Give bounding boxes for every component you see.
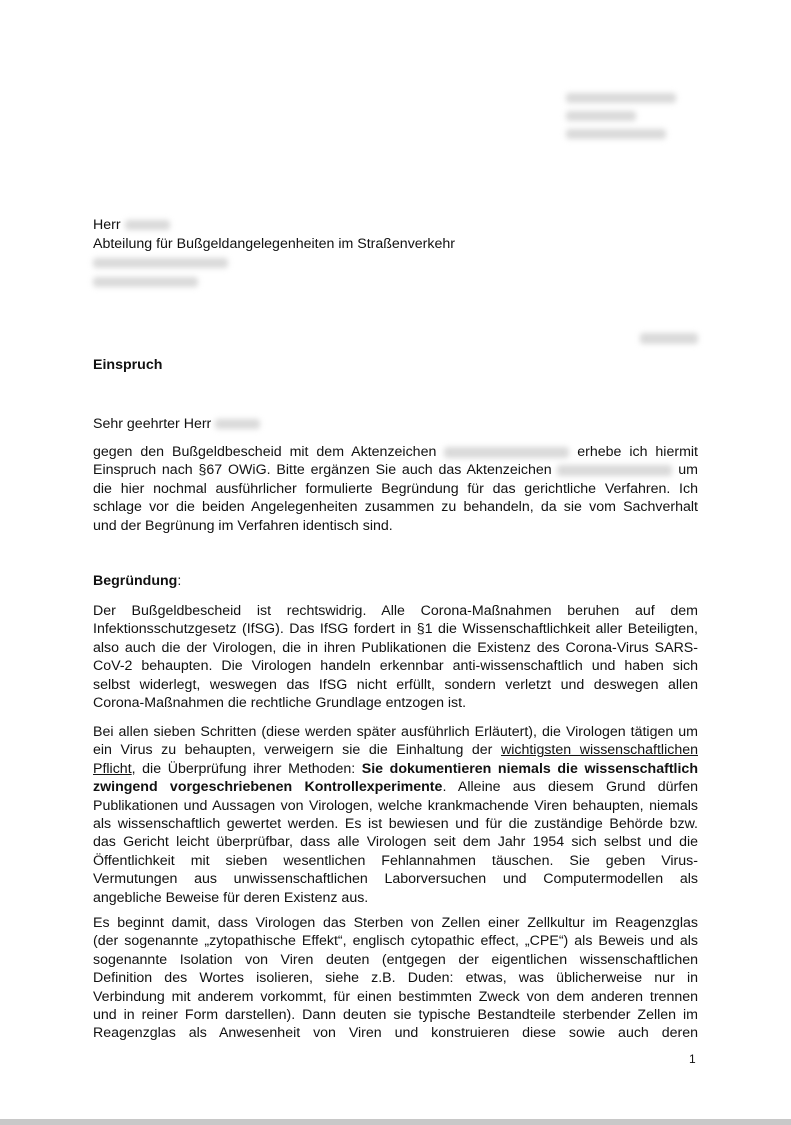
text-line bbox=[93, 741, 698, 759]
subject-heading: Einspruch bbox=[93, 357, 163, 373]
page-bottom-edge bbox=[0, 1119, 791, 1125]
recipient-block bbox=[93, 216, 455, 292]
text-line bbox=[93, 694, 698, 712]
recipient-street-redacted bbox=[93, 258, 228, 268]
sender-line-redacted bbox=[566, 111, 636, 121]
recipient-department: Abteilung für Bußgeldangelegenheiten im Straßenverkehr bbox=[93, 236, 456, 252]
text-line bbox=[93, 676, 698, 694]
text-segment: Bei allen sieben Schritten (diese werden später ausführlich Erläutert), die Virologen tätigen um bbox=[93, 724, 698, 740]
text-line bbox=[93, 951, 698, 969]
text-segment: selbst widerlegt, weswegen das IfSG nicht erfüllt, sondern verletzt und deswegen allen bbox=[93, 676, 698, 693]
text-line bbox=[93, 639, 698, 657]
reason-heading-colon: : bbox=[177, 573, 182, 589]
paragraph-cpe bbox=[93, 914, 698, 1043]
text-line bbox=[93, 815, 698, 833]
text-line bbox=[93, 1006, 698, 1024]
text-segment: Reagenzglas als Anwesenheit von Viren und konstruieren diese sowie auch deren bbox=[93, 1025, 698, 1042]
text-line bbox=[93, 517, 698, 535]
text-line bbox=[93, 889, 698, 907]
text-segment: die hier nochmal ausführlicher formulierte Begründung für das gerichtliche Verfahren. Ich bbox=[93, 480, 698, 497]
text-segment: Verbindung mit anderem vorkommt, für einen bestimmten Zweck von dem anderen trennen bbox=[93, 988, 698, 1005]
text-line bbox=[93, 602, 698, 620]
text-segment: angebliche Beweise für deren Existenz aus. bbox=[93, 889, 369, 906]
text-segment: erhebe ich hiermit bbox=[569, 444, 698, 460]
text-line bbox=[93, 760, 698, 778]
text-segment: Einspruch nach §67 OWiG. Bitte ergänzen Sie auch das Aktenzeichen bbox=[93, 462, 558, 479]
text-segment: Definition des Wortes isolieren, siehe z.B. Duden: etwas, was üblicherweise nur in bbox=[93, 970, 698, 987]
text-segment: Es beginnt damit, dass Virologen das Sterben von Zellen einer Zellkultur im Reagenzglas bbox=[93, 915, 698, 931]
bold-text: zwingend vorgeschriebenen Kontrollexperimente bbox=[93, 779, 443, 796]
text-segment: und in reiner Form darstellen). Dann deuten sie typische Bestandteile sterbender Zellen im bbox=[93, 1006, 698, 1023]
bold-text: Sie dokumentieren niemals die wissenschaftlich bbox=[361, 760, 698, 777]
text-segment: Publikationen und Aussagen von Virologen, welche krankmachende Viren behaupten, niemals bbox=[93, 797, 698, 814]
text-line bbox=[93, 833, 698, 851]
page-number: 1 bbox=[689, 1052, 696, 1066]
text-segment: (der sogenannte „zytopathische Effekt“, englisch cytopathic effect, „CPE“) als Beweis und als bbox=[93, 933, 698, 950]
text-line bbox=[93, 969, 698, 987]
text-segment: , die Überprüfung ihrer Methoden: bbox=[131, 760, 362, 777]
text-line bbox=[93, 498, 698, 516]
greeting bbox=[93, 416, 260, 432]
text-line bbox=[93, 443, 698, 461]
text-line bbox=[93, 988, 698, 1006]
text-line bbox=[93, 797, 698, 815]
underlined-text: wichtigsten wissenschaftlichen bbox=[500, 742, 698, 759]
text-segment: gegen den Bußgeldbescheid mit dem Aktenzeichen bbox=[93, 444, 445, 460]
text-segment: Vermutungen aus unwissenschaftlichen Laborversuchen und Computermodellen als bbox=[93, 871, 698, 888]
text-segment: um bbox=[672, 462, 698, 479]
text-line bbox=[93, 932, 698, 950]
paragraph-objection bbox=[93, 443, 698, 535]
text-segment: Corona-Maßnahmen die rechtliche Grundlage entzogen ist. bbox=[93, 694, 467, 711]
text-line bbox=[93, 778, 698, 796]
sender-line-redacted bbox=[566, 93, 676, 103]
sender-address-redacted bbox=[560, 85, 695, 160]
text-segment: schlage vor die beiden Angelegenheiten zusammen zu behandeln, da sie vom Sachverhalt bbox=[93, 499, 698, 516]
paragraph-seven-steps bbox=[93, 723, 698, 907]
paragraph-illegality bbox=[93, 602, 698, 712]
underlined-text: Pflicht bbox=[93, 760, 132, 777]
text-segment: und der Begrünung im Verfahren identisch sind. bbox=[93, 517, 393, 534]
date-redacted bbox=[640, 333, 698, 344]
text-line bbox=[93, 723, 698, 741]
text-line bbox=[93, 461, 698, 479]
recipient-city-redacted bbox=[93, 277, 198, 287]
text-line bbox=[93, 620, 698, 638]
text-line bbox=[93, 852, 698, 870]
case-number-redacted bbox=[557, 465, 672, 476]
greeting-name-redacted bbox=[215, 419, 260, 429]
text-line bbox=[93, 657, 698, 675]
text-segment: sogenannte Isolation von Viren deuten (entgegen der eigentlichen wissenschaftlichen bbox=[93, 951, 698, 968]
text-segment: . Alleine aus diesem Grund dürfen bbox=[442, 779, 699, 796]
text-line bbox=[93, 870, 698, 888]
text-segment: Der Bußgeldbescheid ist rechtswidrig. Alle Corona-Maßnahmen beruhen auf dem bbox=[93, 603, 698, 619]
text-line bbox=[93, 914, 698, 932]
text-segment: CoV-2 behaupten. Die Virologen handeln erkennbar anti-wissenschaftlich und haben sich bbox=[93, 658, 698, 675]
text-segment: als wissenschaftlich gewertet werden. Es ist bewiesen und für die zuständige Behörde bzw. bbox=[93, 815, 698, 832]
text-segment: Öffentlichkeit mit sieben wesentlichen Fehlannahmen täuschen. Sie geben Virus- bbox=[93, 852, 698, 869]
recipient-name-redacted bbox=[125, 220, 170, 230]
recipient-salutation: Herr bbox=[93, 217, 121, 233]
text-segment: also auch die der Virologen, die in ihren Publikationen die Existenz des Corona-Virus SARS- bbox=[93, 639, 698, 656]
reason-heading bbox=[93, 573, 181, 589]
case-number-redacted bbox=[444, 447, 569, 458]
text-segment: ein Virus zu behaupten, verweigern sie die Einhaltung der bbox=[93, 742, 501, 759]
reason-heading-label: Begründung bbox=[93, 573, 178, 589]
sender-line-redacted bbox=[566, 129, 666, 139]
text-segment: Infektionsschutzgesetz (IfSG). Das IfSG fordert in §1 die Wissenschaftlichkeit aller Beteiligten, bbox=[93, 621, 698, 638]
text-line bbox=[93, 1024, 698, 1042]
greeting-text: Sehr geehrter Herr bbox=[93, 416, 212, 432]
text-segment: das Gericht leicht überprüfbar, dass alle Virologen seit dem Jahr 1954 sich selbst und die bbox=[93, 834, 698, 851]
text-line bbox=[93, 480, 698, 498]
